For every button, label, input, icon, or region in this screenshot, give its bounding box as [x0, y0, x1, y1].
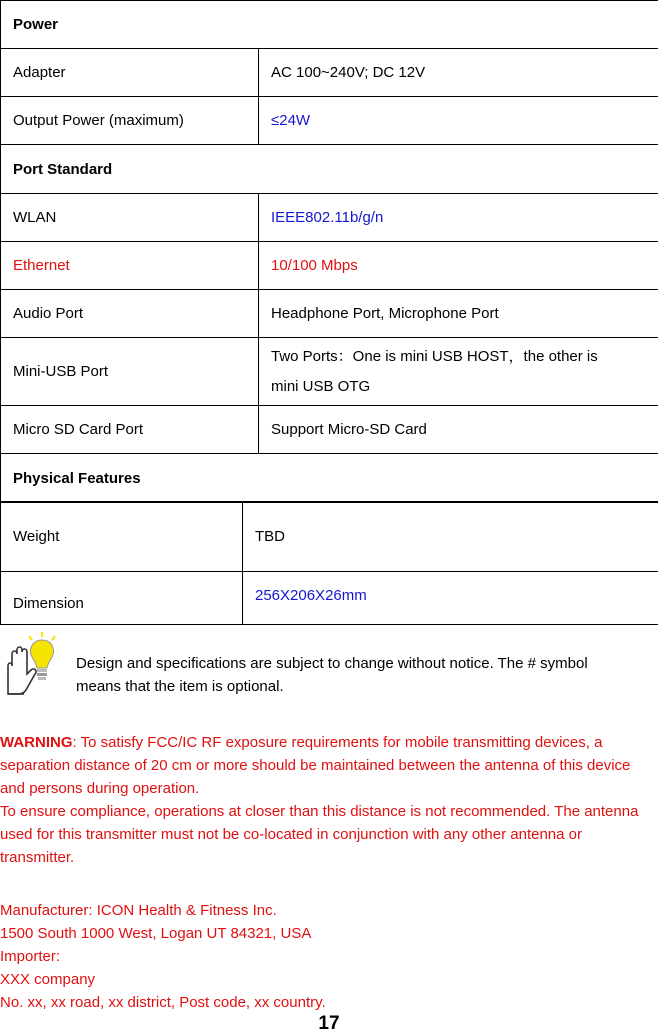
- output-power-label: Output Power (maximum): [1, 97, 259, 145]
- dimension-label: Dimension: [1, 572, 243, 625]
- table-row: [1, 49, 658, 97]
- adapter-value: AC 100~240V; DC 12V: [259, 49, 658, 97]
- weight-label: Weight: [1, 502, 243, 572]
- table-row: [1, 572, 658, 625]
- page-number: 17: [318, 1013, 340, 1034]
- table-row: [1, 97, 658, 145]
- warning-paragraph-2: To ensure compliance, operations at closer than this distance is not recommended. The antenna used for this transmitter must not be co-located in conjunction with any other antenna or transmitter.: [0, 803, 639, 866]
- table-row: [1, 406, 658, 454]
- manufacturer-line-3: Importer:: [0, 948, 61, 965]
- warning-paragraph: [0, 731, 658, 800]
- mini-usb-value-line1: Two Ports：One is mini USB HOST，the other is: [271, 347, 598, 365]
- micro-sd-value: Support Micro-SD Card: [259, 406, 658, 454]
- ethernet-label: Ethernet: [1, 242, 259, 290]
- hand-lightbulb-icon: [2, 632, 60, 698]
- spec-table: [0, 0, 658, 503]
- table-row: [1, 290, 658, 338]
- manufacturer-line-2: 1500 South 1000 West, Logan UT 84321, USA: [0, 925, 312, 942]
- weight-value: TBD: [243, 502, 658, 572]
- dimension-value: 256X206X26mm: [243, 572, 658, 625]
- table-row: [1, 145, 658, 194]
- note-line-1: Design and specifications are subject to change without notice. The # symbol: [76, 655, 588, 672]
- physical-table: [0, 501, 658, 625]
- manufacturer-line-5: No. xx, xx road, xx district, Post code, xx country.: [0, 994, 326, 1011]
- warning-block: [0, 731, 658, 869]
- section-heading-physical: Physical Features: [1, 454, 658, 503]
- note-text: [76, 652, 656, 698]
- adapter-label: Adapter: [1, 49, 259, 97]
- section-heading-ports: Port Standard: [1, 145, 658, 194]
- table-row: [1, 338, 658, 406]
- note-line-2: means that the item is optional.: [76, 678, 284, 695]
- wlan-value: IEEE802.11b/g/n: [259, 194, 658, 242]
- ethernet-value: 10/100 Mbps: [259, 242, 658, 290]
- wlan-label: WLAN: [1, 194, 259, 242]
- table-row: [1, 454, 658, 503]
- warning-label: WARNING: [0, 734, 73, 751]
- table-row: [1, 502, 658, 572]
- manufacturer-line-4: XXX company: [0, 971, 96, 988]
- audio-port-value: Headphone Port, Microphone Port: [259, 290, 658, 338]
- table-row: [1, 242, 658, 290]
- table-row: [1, 1, 658, 49]
- note-block: [0, 632, 658, 702]
- warning-text: : To satisfy FCC/IC RF exposure requirements for mobile transmitting devices, a separation distance of 20 cm or more should be maintained between the antenna of this device and persons during operation.: [0, 734, 631, 797]
- mini-usb-value-line2: mini USB OTG: [271, 377, 371, 395]
- output-power-value: ≤24W: [259, 97, 658, 145]
- mini-usb-label: Mini-USB Port: [1, 338, 259, 406]
- table-row: [1, 194, 658, 242]
- mini-usb-value: [259, 338, 658, 406]
- section-heading-power: Power: [1, 1, 658, 49]
- audio-port-label: Audio Port: [1, 290, 259, 338]
- manufacturer-line-1: Manufacturer: ICON Health & Fitness Inc.: [0, 902, 277, 919]
- manufacturer-block: [0, 899, 658, 1014]
- micro-sd-label: Micro SD Card Port: [1, 406, 259, 454]
